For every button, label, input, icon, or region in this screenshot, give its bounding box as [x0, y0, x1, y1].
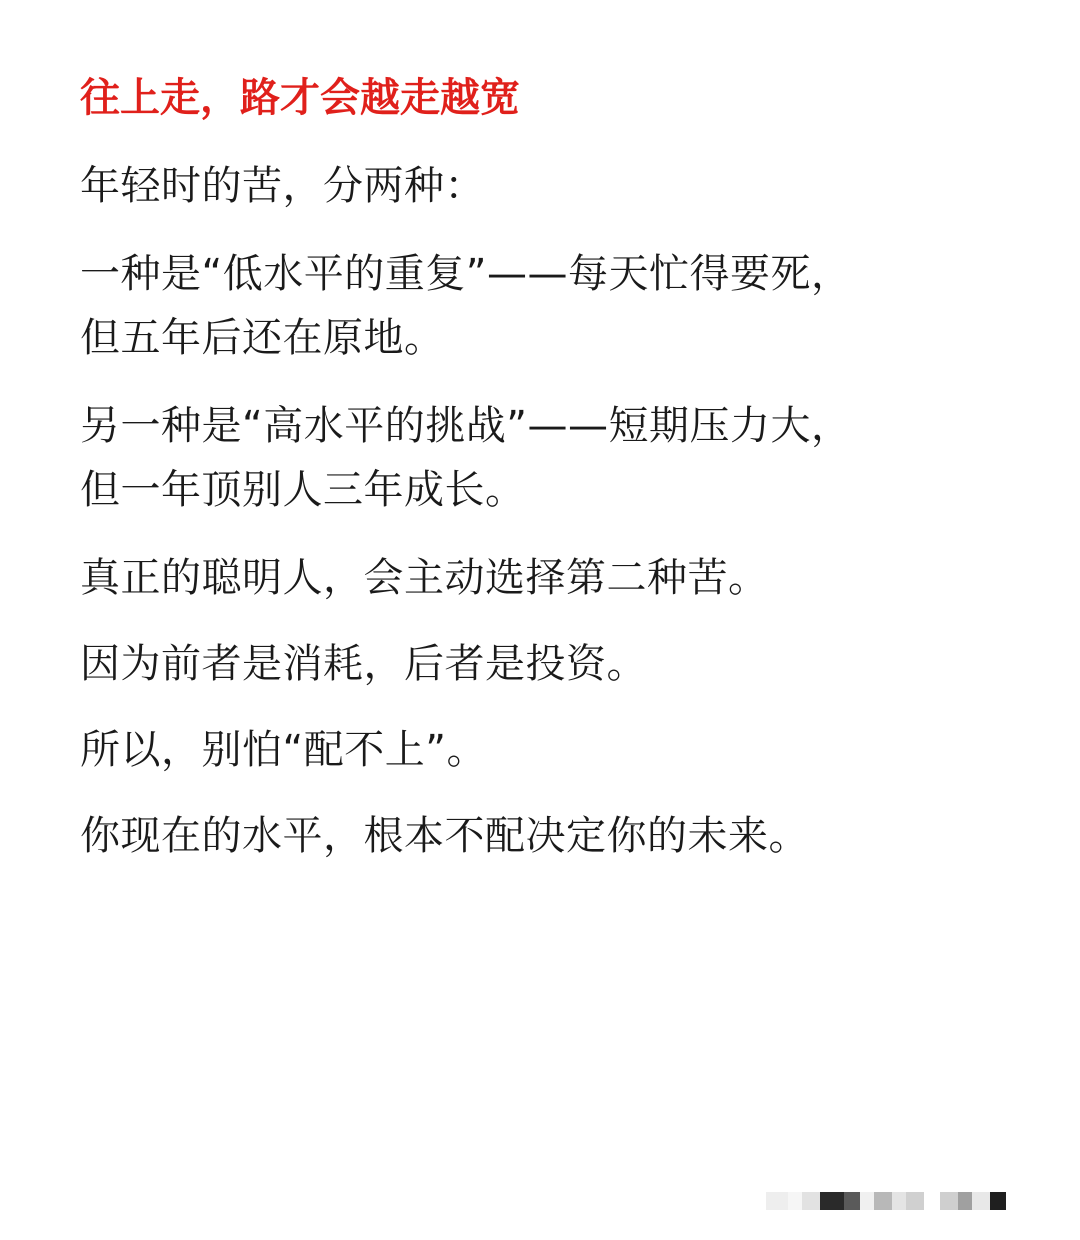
watermark-block [802, 1192, 820, 1210]
watermark-block [990, 1192, 1006, 1210]
watermark-block [874, 1192, 892, 1210]
watermark-block [844, 1192, 860, 1210]
paragraph-4 [80, 546, 980, 610]
watermark-block [820, 1192, 844, 1210]
paragraph-2 [80, 242, 980, 370]
watermark-block [972, 1192, 990, 1210]
paragraph-line: 因为前者是消耗，后者是投资。 [80, 641, 647, 687]
paragraph-1 [80, 154, 980, 218]
watermark-block [892, 1192, 906, 1210]
paragraph-3 [80, 394, 980, 522]
paragraph-5 [80, 632, 980, 696]
paragraph-line: 年轻时的苦，分两种： [80, 163, 485, 209]
paragraph-line: 真正的聪明人，会主动选择第二种苦。 [80, 555, 769, 601]
watermark-block [940, 1192, 958, 1210]
blurred-watermark [766, 1188, 1056, 1224]
watermark-block [906, 1192, 924, 1210]
watermark-block [788, 1192, 802, 1210]
paragraph-line: 你现在的水平，根本不配决定你的未来。 [80, 813, 809, 859]
watermark-block [766, 1192, 788, 1210]
watermark-block [958, 1192, 972, 1210]
paragraph-line: 另一种是“高水平的挑战”——短期压力大， [80, 403, 852, 449]
paragraph-line: 所以，别怕“配不上”。 [80, 727, 487, 773]
article [80, 66, 980, 868]
paragraph-line: 一种是“低水平的重复”——每天忙得要死， [80, 251, 852, 297]
paragraph-line: 但一年顶别人三年成长。 [80, 467, 526, 513]
watermark-block [860, 1192, 874, 1210]
watermark-block [924, 1192, 940, 1210]
paragraph-line: 但五年后还在原地。 [80, 315, 445, 361]
article-title: 往上走，路才会越走越宽 [80, 75, 520, 121]
paragraph-6 [80, 718, 980, 782]
paragraph-7 [80, 804, 980, 868]
